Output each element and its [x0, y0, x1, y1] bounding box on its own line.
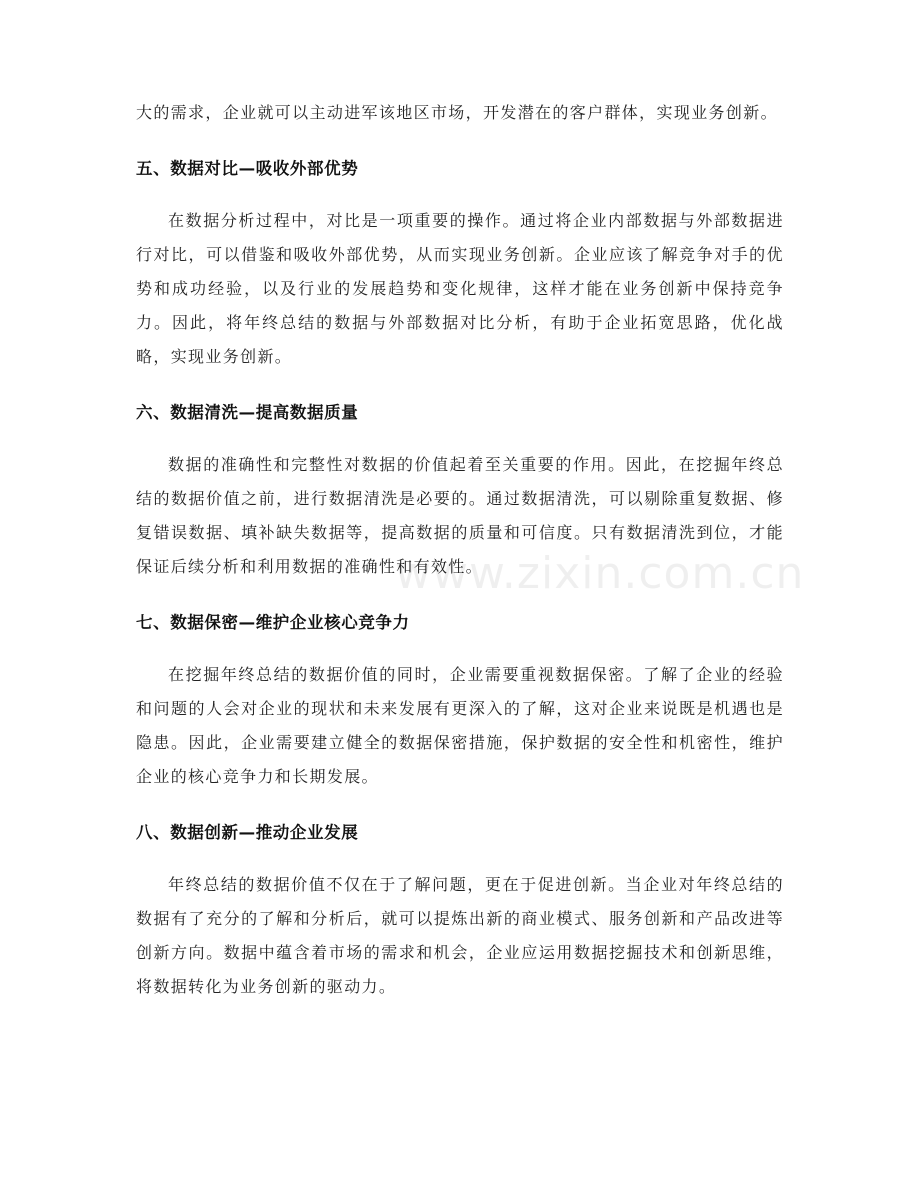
section-7 [136, 606, 784, 794]
intro-paragraph: 大的需求，企业就可以主动进军该地区市场，开发潜在的客户群体，实现业务创新。 [136, 103, 778, 122]
section-heading: 八、数据创新—推动企业发展 [136, 823, 359, 842]
section-heading: 七、数据保密—维护企业核心竞争力 [136, 613, 410, 632]
section-6 [136, 396, 784, 584]
section-heading: 六、数据清洗—提高数据质量 [136, 403, 359, 422]
section-paragraph: 数据的准确性和完整性对数据的价值起着至关重要的作用。因此，在挖掘年终总结的数据价值之前，进行数据清洗是必要的。通过数据清洗，可以剔除重复数据、修复错误数据、填补缺失数据等，提高数据的质量和可信度。只有数据清洗到位，才能保证后续分析和利用数据的准确性和有效性。 [136, 455, 784, 576]
section-8 [136, 816, 784, 1004]
section-5 [136, 152, 784, 374]
section-heading: 五、数据对比—吸收外部优势 [136, 159, 359, 178]
section-paragraph: 在挖掘年终总结的数据价值的同时，企业需要重视数据保密。了解了企业的经验和问题的人会对企业的现状和未来发展有更深入的了解，这对企业来说既是机遇也是隐患。因此，企业需要建立健全的数据保密措施，保护数据的安全性和机密性，维护企业的核心竞争力和长期发展。 [136, 665, 784, 786]
section-paragraph: 在数据分析过程中，对比是一项重要的操作。通过将企业内部数据与外部数据进行对比，可以借鉴和吸收外部优势，从而实现业务创新。企业应该了解竞争对手的优势和成功经验，以及行业的发展趋势和变化规律，这样才能在业务创新中保持竞争力。因此，将年终总结的数据与外部数据对比分析，有助于企业拓宽思路，优化战略，实现业务创新。 [136, 211, 784, 366]
document-body [136, 96, 784, 1004]
watermark: www.zixin.com.cn [395, 548, 805, 599]
section-paragraph: 年终总结的数据价值不仅在于了解问题，更在于促进创新。当企业对年终总结的数据有了充分的了解和分析后，就可以提炼出新的商业模式、服务创新和产品改进等创新方向。数据中蕴含着市场的需求和机会，企业应运用数据挖掘技术和创新思维，将数据转化为业务创新的驱动力。 [136, 875, 784, 996]
